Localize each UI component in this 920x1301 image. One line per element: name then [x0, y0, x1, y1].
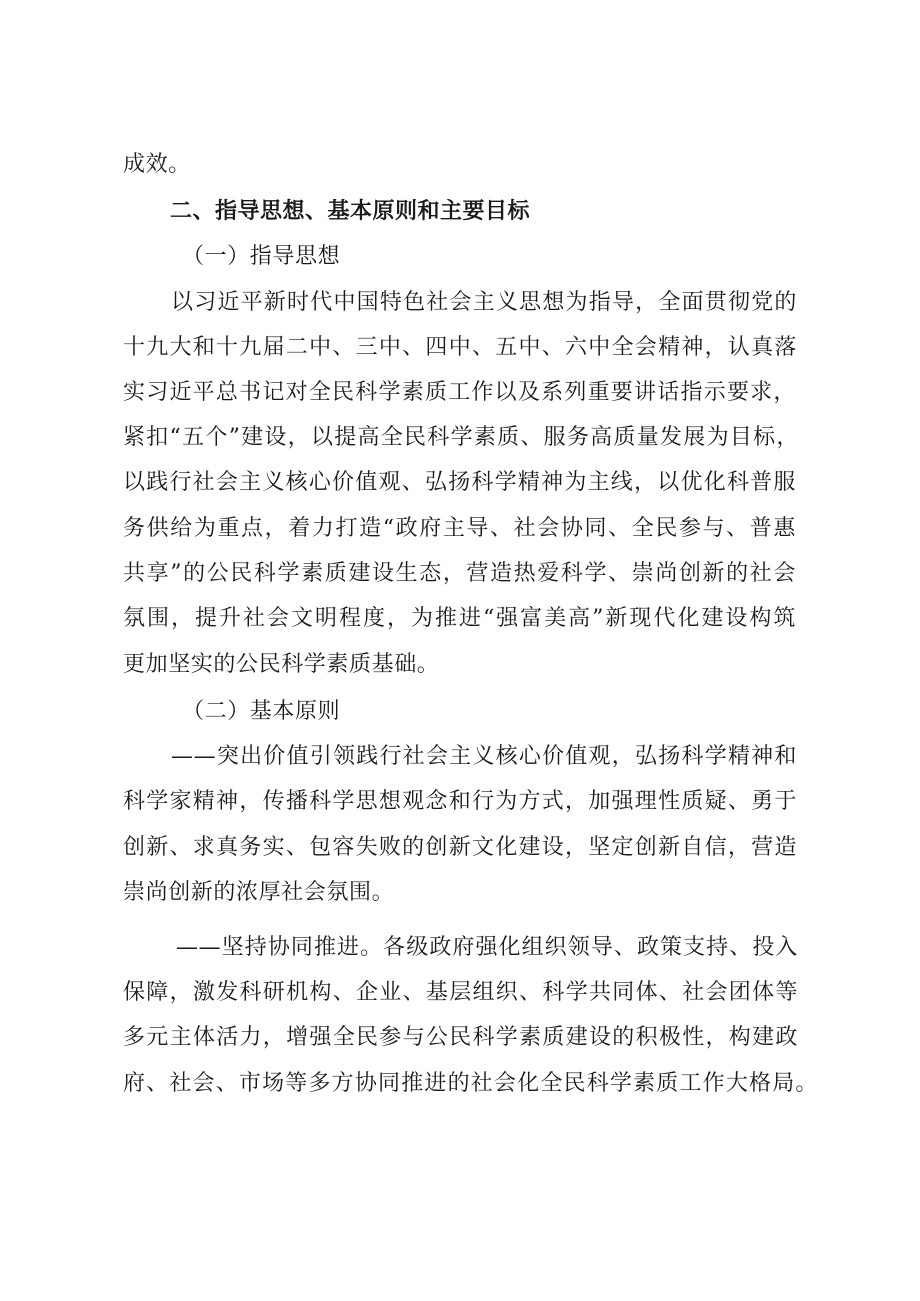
text-line: ——突出价值引领践行社会主义核心价值观，弘扬科学精神和	[171, 744, 797, 769]
section-heading: 二、指导思想、基本原则和主要目标	[170, 199, 531, 224]
text-line: 多元主体活力，增强全民参与公民科学素质建设的积极性，构建政	[123, 1025, 798, 1050]
text-line: 崇尚创新的浓厚社会氛围。	[123, 880, 395, 905]
text-line: ——坚持协同推进。各级政府强化组织领导、政策支持、投入	[176, 935, 798, 960]
text-line: 更加坚实的公民科学素质基础。	[123, 652, 440, 677]
text-line: 实习近平总书记对全民科学素质工作以及系列重要讲话指示要求，	[123, 380, 796, 405]
text-line: 保障，激发科研机构、企业、基层组织、科学共同体、社会团体等	[123, 980, 798, 1005]
text-line: 务供给为重点，着力打造“政府主导、社会协同、全民参与、普惠	[123, 516, 796, 541]
text-line: 创新、求真务实、包容失败的创新文化建设，坚定创新自信，营造	[123, 835, 797, 860]
text-line: 以习近平新时代中国特色社会主义思想为指导，全面贯彻党的	[171, 290, 797, 315]
text-line: 紧扣“五个”建设，以提高全民科学素质、服务高质量发展为目标，	[123, 425, 799, 450]
subsection-heading: （一）指导思想	[182, 244, 341, 269]
text-line: 共享”的公民科学素质建设生态，营造热爱科学、崇尚创新的社会	[123, 561, 796, 586]
text-line: 成效。	[123, 152, 191, 177]
text-line: 以践行社会主义核心价值观、弘扬科学精神为主线，以优化科普服	[123, 470, 796, 495]
text-line: 府、社会、市场等多方协同推进的社会化全民科学素质工作大格局。	[123, 1071, 818, 1096]
text-line: 科学家精神，传播科学思想观念和行为方式，加强理性质疑、勇于	[123, 789, 797, 814]
subsection-heading: （二）基本原则	[182, 699, 341, 724]
text-line: 氛围，提升社会文明程度，为推进“强富美高”新现代化建设构筑	[123, 606, 796, 631]
text-line: 十九大和十九届二中、三中、四中、五中、六中全会精神，认真落	[123, 335, 797, 360]
